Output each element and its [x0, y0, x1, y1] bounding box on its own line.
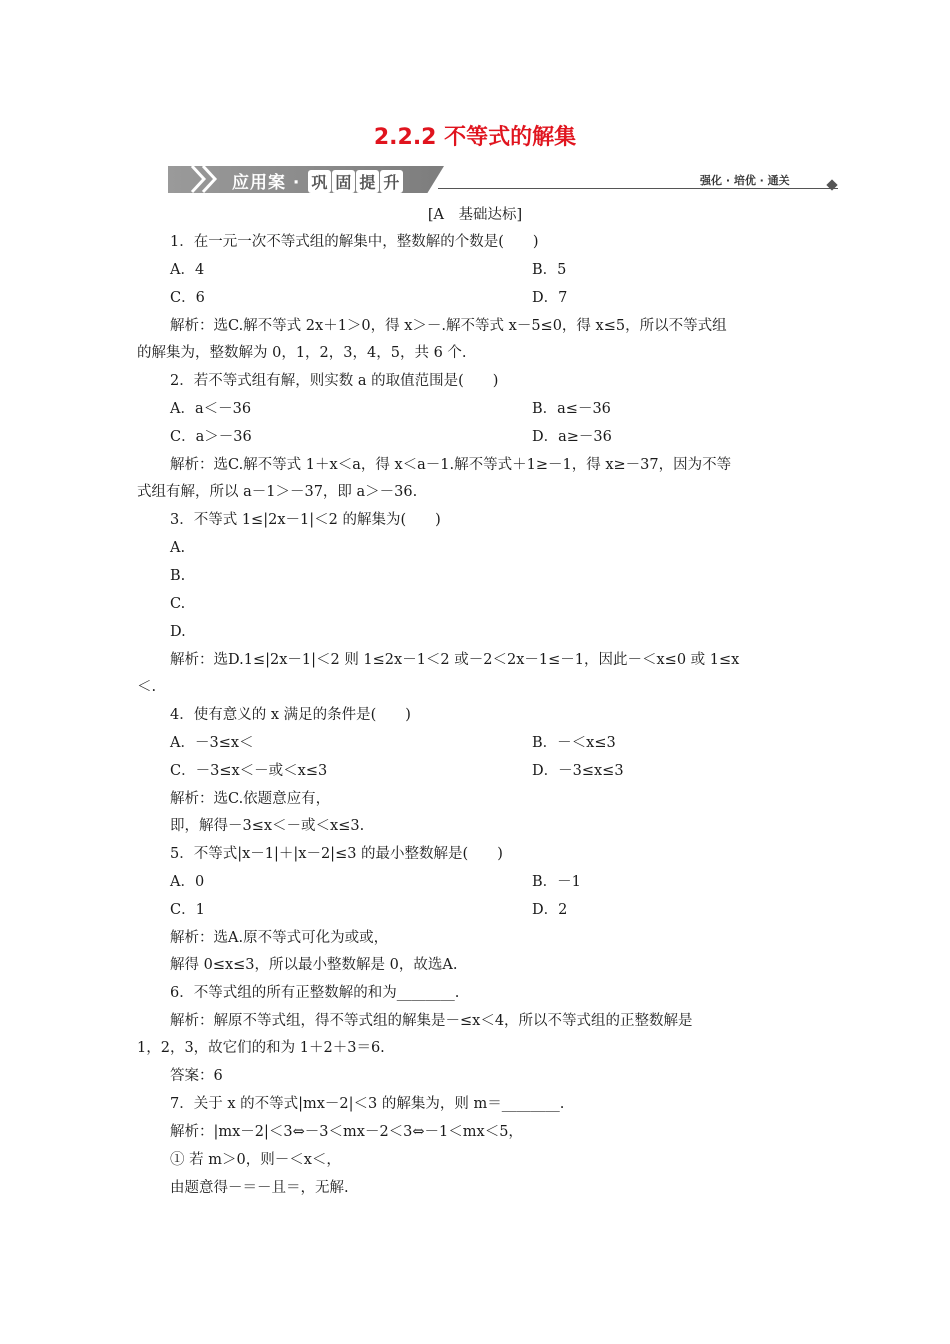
option-a: A．0 — [170, 874, 205, 890]
analysis-line: 解析：|mx－2|＜3⇔－3＜mx－2＜3⇔－1＜mx＜5， — [170, 1124, 523, 1140]
analysis-line: 式组有解，所以 a－1＞－37，即 a＞－36. — [137, 484, 418, 500]
banner-label-text: 应用案 — [232, 173, 286, 193]
analysis-line: 即，解得－3≤x＜－或＜x≤3. — [170, 818, 365, 834]
analysis-line: 解析：选D.1≤|2x－1|＜2 则 1≤2x－1＜2 或－2＜2x－1≤－1，因此－＜x≤0 或 1≤x — [170, 652, 740, 668]
option-d: D．a≥－36 — [532, 429, 612, 445]
option-b: B．5 — [532, 262, 567, 278]
question-4: 4．使有意义的 x 满足的条件是( ) — [170, 707, 411, 723]
question-2: 2．若不等式组有解，则实数 a 的取值范围是( ) — [170, 373, 499, 389]
analysis-line: 解析：选C.依题意应有， — [170, 791, 331, 807]
question-7: 7．关于 x 的不等式|mx－2|＜3 的解集为，则 m＝________. — [170, 1096, 565, 1112]
analysis-line: 由题意得－＝－且＝，无解. — [170, 1180, 349, 1196]
option-c: C．－3≤x＜－或＜x≤3 — [170, 763, 328, 779]
option-b: B．a≤－36 — [532, 401, 611, 417]
option-c: C．1 — [170, 902, 205, 918]
option-d: D. — [170, 624, 186, 640]
option-d: D．7 — [532, 290, 568, 306]
banner-label — [232, 168, 403, 193]
analysis-line: ① 若 m＞0，则－＜x＜， — [170, 1152, 341, 1168]
option-c: C．a＞－36 — [170, 429, 252, 445]
answer-line: 答案：6 — [170, 1068, 223, 1084]
banner-char-box: 巩 — [308, 170, 331, 193]
option-a: A. — [170, 540, 186, 556]
analysis-line: 解得 0≤x≤3，所以最小整数解是 0，故选A. — [170, 957, 458, 973]
banner-char-box: 提 — [356, 170, 379, 193]
analysis-line: ＜. — [137, 679, 157, 695]
question-6: 6．不等式组的所有正整数解的和为________. — [170, 985, 460, 1001]
option-a: A．－3≤x＜ — [170, 735, 254, 751]
banner-char-box: 固 — [332, 170, 355, 193]
section-heading: [A 基础达标] — [427, 207, 523, 223]
analysis-line: 解析：解原不等式组，得不等式组的解集是－≤x＜4，所以不等式组的正整数解是 — [170, 1013, 693, 1029]
option-a: A．a＜－36 — [170, 401, 252, 417]
option-b: B．－1 — [532, 874, 581, 890]
option-c: C. — [170, 596, 186, 612]
option-d: D．2 — [532, 902, 568, 918]
section-banner — [168, 162, 848, 196]
analysis-line: 解析：选C.解不等式 1＋x＜a，得 x＜a－1.解不等式＋1≥－1，得 x≥－37，因为不等 — [170, 457, 732, 473]
option-d: D．－3≤x≤3 — [532, 763, 624, 779]
option-a: A．4 — [170, 262, 205, 278]
question-1: 1．在一元一次不等式组的解集中，整数解的个数是( ) — [170, 234, 539, 250]
banner-right-text: 强化 · 培优 · 通关 — [700, 174, 790, 187]
banner-dot: · — [292, 173, 301, 193]
analysis-line: 1，2，3，故它们的和为 1＋2＋3＝6. — [137, 1040, 385, 1056]
analysis-line: 的解集为，整数解为 0，1，2，3，4，5，共 6 个. — [137, 345, 467, 361]
question-5: 5．不等式|x－1|＋|x－2|≤3 的最小整数解是( ) — [170, 846, 503, 862]
option-c: C．6 — [170, 290, 205, 306]
option-b: B. — [170, 568, 186, 584]
double-chevron-icon — [188, 164, 224, 194]
analysis-line: 解析：选C.解不等式 2x＋1＞0，得 x＞－.解不等式 x－5≤0，得 x≤5，所以不等式组 — [170, 318, 727, 334]
analysis-line: 解析：选A.原不等式可化为或或， — [170, 930, 389, 946]
banner-rule — [438, 188, 838, 189]
question-3: 3．不等式 1≤|2x－1|＜2 的解集为( ) — [170, 512, 441, 528]
option-b: B．－＜x≤3 — [532, 735, 616, 751]
page-title: 2.2.2 不等式的解集 — [373, 125, 577, 150]
banner-char-box: 升 — [380, 170, 403, 193]
